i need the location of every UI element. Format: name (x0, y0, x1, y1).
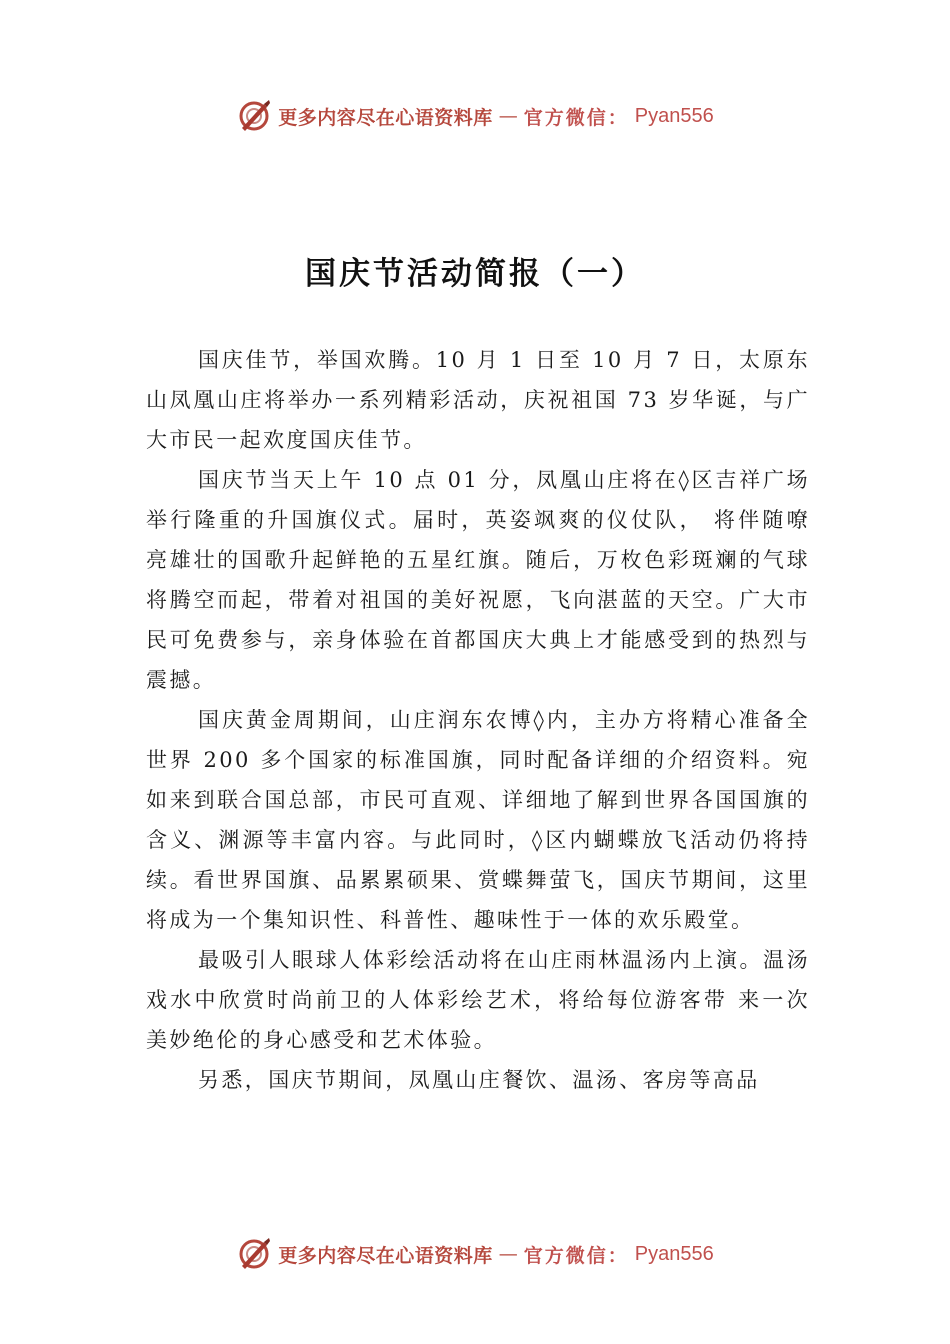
document-body (146, 340, 810, 1100)
promo-separator: — (498, 1243, 518, 1265)
promo-text: 更多内容尽在心语资料库 (278, 106, 493, 129)
promo-separator: — (498, 105, 518, 127)
paragraph: 国庆节当天上午 10 点 01 分，凤凰山庄将在◊区吉祥广场举行隆重的升国旗仪式。届时，英姿飒爽的仪仗队， 将伴随嘹亮雄壮的国歌升起鲜艳的五星红旗。随后，万枚色彩斑斓的气球将腾空而起，带着对祖国的美好祝愿，飞向湛蓝的天空。广大市民可免费参与，亲身体验在首都国庆大典上才能感受到的热烈与震撼。 (146, 468, 810, 692)
pen-logo-icon (236, 1236, 272, 1272)
header-banner (0, 96, 950, 136)
document-title: 国庆节活动简报（一） (305, 256, 645, 292)
paragraph: 国庆黄金周期间，山庄润东农博◊内，主办方将精心准备全世界 200 多个国家的标准国旗，同时配备详细的介绍资料。宛如来到联合国总部，市民可直观、详细地了解到世界各国国旗的含义、渊源等丰富内容。与此同时，◊区内蝴蝶放飞活动仍将持续。看世界国旗、品累累硕果、赏蝶舞萤飞，国庆节期间，这里将成为一个集知识性、科普性、趣味性于一体的欢乐殿堂。 (146, 708, 810, 932)
wechat-id: Pyan556 (634, 1242, 714, 1265)
wechat-label: 官方微信： (523, 106, 629, 129)
promo-text: 更多内容尽在心语资料库 (278, 1244, 493, 1267)
paragraph: 另悉，国庆节期间，凤凰山庄餐饮、温汤、客房等高品 (198, 1068, 760, 1092)
paragraph: 最吸引人眼球人体彩绘活动将在山庄雨林温汤内上演。温汤戏水中欣赏时尚前卫的人体彩绘艺术，将给每位游客带 来一次美妙绝伦的身心感受和艺术体验。 (146, 948, 810, 1052)
wechat-label: 官方微信： (523, 1244, 629, 1267)
wechat-id: Pyan556 (634, 104, 714, 127)
footer-banner (0, 1234, 950, 1274)
paragraph: 国庆佳节，举国欢腾。10 月 1 日至 10 月 7 日，太原东山凤凰山庄将举办一系列精彩活动，庆祝祖国 73 岁华诞，与广大市民一起欢度国庆佳节。 (146, 348, 810, 452)
pen-logo-icon (236, 98, 272, 134)
